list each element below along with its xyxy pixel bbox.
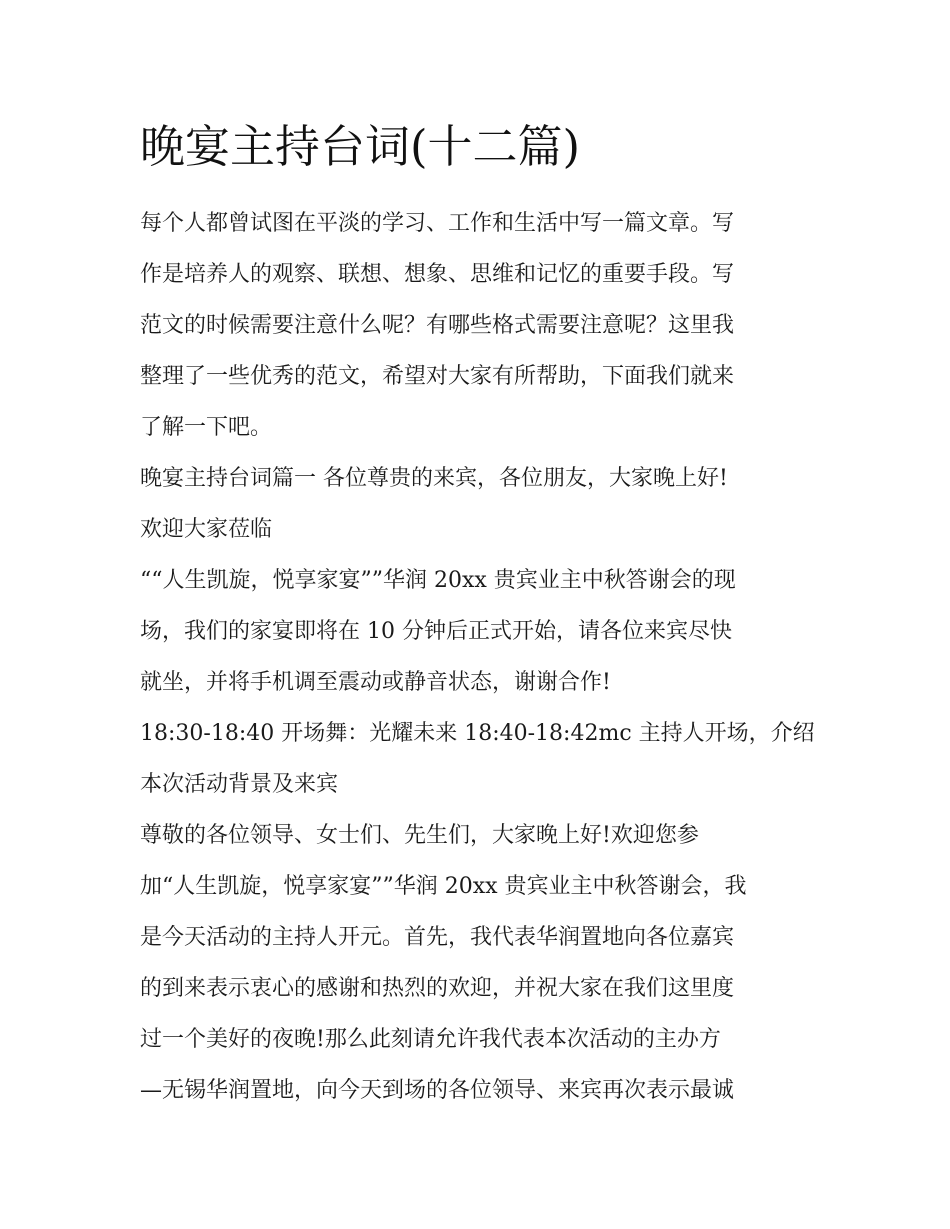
body-line: 过一个美好的夜晚!那么此刻请允许我代表本次活动的主办方 (140, 1027, 721, 1052)
body-line: 了解一下吧。 (140, 415, 273, 440)
body-line: 场，我们的家宴即将在 10 分钟后正式开始，请各位来宾尽快 (140, 619, 732, 644)
body-line: 整理了一些优秀的范文，希望对大家有所帮助，下面我们就来 (140, 364, 735, 389)
body-line: ““人生凯旋，悦享家宴””华润 20xx 贵宾业主中秋答谢会的现 (140, 568, 736, 593)
document-body (140, 198, 820, 1116)
body-line: —无锡华润置地，向今天到场的各位领导、来宾再次表示最诚 (140, 1078, 735, 1103)
body-line: 欢迎大家莅临 (140, 517, 273, 542)
body-line: 晚宴主持台词篇一 各位尊贵的来宾，各位朋友，大家晚上好! (140, 466, 728, 491)
body-line: 每个人都曾试图在平淡的学习、工作和生活中写一篇文章。写 (140, 211, 735, 236)
body-line: 18:30-18:40 开场舞：光耀未来 18:40-18:42mc 主持人开场，介绍 (140, 721, 815, 746)
body-line: 作是培养人的观察、联想、想象、思维和记忆的重要手段。写 (140, 262, 735, 287)
body-line: 的到来表示衷心的感谢和热烈的欢迎，并祝大家在我们这里度 (140, 976, 735, 1001)
body-line: 范文的时候需要注意什么呢？有哪些格式需要注意呢？这里我 (140, 313, 735, 338)
document-title: 晚宴主持台词(十二篇) (140, 120, 581, 173)
body-line: 是今天活动的主持人开元。首先，我代表华润置地向各位嘉宾 (140, 925, 735, 950)
body-line: 加“人生凯旋，悦享家宴””华润 20xx 贵宾业主中秋答谢会，我 (140, 874, 747, 899)
body-line: 尊敬的各位领导、女士们、先生们，大家晚上好!欢迎您参 (140, 823, 699, 848)
body-line: 本次活动背景及来宾 (140, 772, 339, 797)
body-line: 就坐，并将手机调至震动或静音状态，谢谢合作! (140, 670, 611, 695)
